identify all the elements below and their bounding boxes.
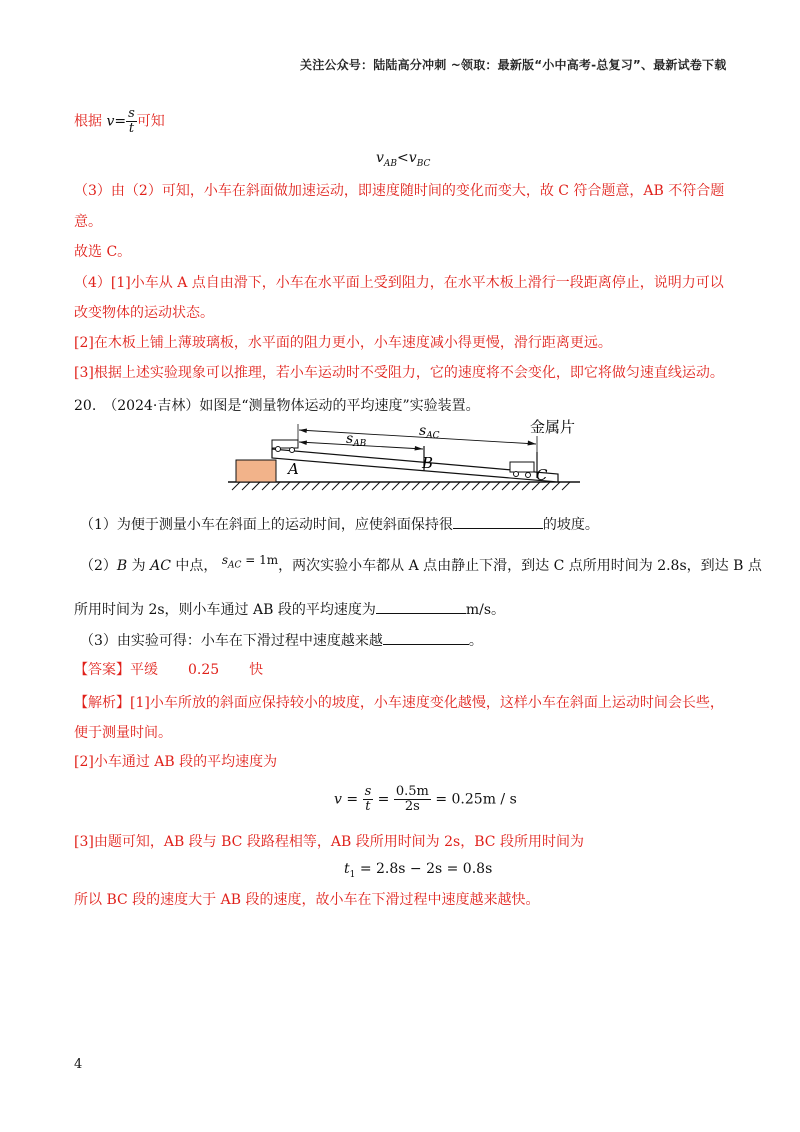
formula-line [74,107,165,136]
text: 所用时间为 2s，则小车通过 AB 段的平均速度为 [74,602,376,618]
answer-1: 平缓 [130,662,158,678]
operator: = [373,791,394,808]
answer-blank[interactable] [376,599,466,614]
paragraph: 改变物体的运动状态。 [74,305,214,321]
paragraph: （3）由（2）可知，小车在斜面做加速运动，即速度随时间的变化而变大，故 C 符合题意，AB 不符合题 [74,183,725,199]
denominator: t [365,799,371,814]
sab-arrowhead-right [415,446,424,451]
question-part-2-cont [74,599,505,620]
operator: = [341,791,363,808]
analysis-label: 【解析】 [74,695,130,711]
sab-arrowhead-left [299,441,307,446]
sac-label: $s_{AC}$ [419,423,440,441]
subscript: AC [228,560,242,571]
subscript: 1 [349,869,356,880]
answer-blank[interactable] [453,514,543,529]
point-a-label: A [288,460,299,478]
text: 。 [468,633,483,649]
equation-time [344,861,492,880]
question-part-2 [80,553,762,581]
equals: = [114,113,127,130]
result: = 2.8s − 2s = 0.8s [355,861,493,877]
question-stem: 20. （2024·吉林）如图是“测量物体运动的平均速度”实验装置。 [74,398,480,414]
text: 的坡度。 [542,517,599,533]
sab-label: $s_{AB}$ [346,431,367,449]
symbol: s [221,553,229,567]
subscript: AB [383,158,398,169]
page-number: 4 [74,1057,83,1072]
metal-plate-label: 金属片 [530,418,576,436]
text: 根据 [74,113,102,130]
sac-arrow [299,430,536,444]
answer-line [74,660,263,680]
numerator: s [364,784,372,799]
paragraph: 所以 BC 段的速度大于 AB 段的速度，故小车在下滑过程中速度越来越快。 [74,892,540,908]
denominator: t [128,121,135,136]
text: ，两次实验小车都从 A 点由静止下滑，到达 C 点所用时间为 2.8s，到达 B 点 [278,558,762,574]
page-header: 关注公众号：陆陆高分冲刺 ~领取：最新版“小中高考-总复习”、最新试卷下载 [300,58,727,72]
answer-3: 快 [249,662,264,678]
symbol: B [116,558,128,574]
sac-expression [221,553,279,571]
text: m/s。 [465,602,506,618]
denominator: 2s [404,799,420,814]
paragraph: 故选 C。 [74,244,132,260]
operator: < [397,150,409,166]
question-part-3 [80,630,483,651]
numerator: 0.5m [395,784,429,799]
symbol: v [376,150,384,166]
text: 中点， [170,558,218,574]
value: = 1m [241,553,279,567]
text: [1]小车所放的斜面应保持较小的坡度，小车速度变化越慢，这样小车在斜面上运动时间会长些， [130,695,724,711]
numerator: s [128,106,135,121]
inequality [376,150,430,169]
experiment-figure [228,418,580,496]
paragraph: （4）[1]小车从 A 点自由滑下，小车在水平面上受到阻力，在水平木板上滑行一段距离停止，说明力可以 [74,275,724,291]
text: 可知 [136,113,165,130]
fraction [363,785,374,814]
sac-arrowhead-right [528,441,537,446]
text: （3）由实验可得：小车在下滑过程中速度越来越 [80,633,383,649]
answer-label: 【答案】 [74,662,130,678]
text: （1）为便于测量小车在斜面上的运动时间，应使斜面保持很 [80,517,453,533]
symbol: v [334,791,342,808]
text: （2） [80,558,117,574]
symbol: t [344,861,350,877]
paragraph: 便于测量时间。 [74,725,172,741]
support-block [236,460,276,482]
paragraph: [2]小车通过 AB 段的平均速度为 [74,754,278,770]
symbol: v [408,150,417,166]
fraction [394,785,431,814]
result: = 0.25m / s [430,791,517,808]
paragraph: [2]在木板上铺上薄玻璃板，水平面的阻力更小，小车速度减小得更慢，滑行距离更远。 [74,335,612,351]
answer-blank[interactable] [383,630,469,645]
sac-arrowhead-left [299,429,307,434]
question-part-1 [80,514,599,535]
paragraph: 意。 [74,214,102,230]
paragraph: [3]由题可知，AB 段与 BC 段路程相等，AB 段所用时间为 2s，BC 段所用时间为 [74,834,584,850]
text: 为 [127,558,151,574]
point-b-label: B [422,454,434,472]
analysis-line [74,693,724,713]
velocity-symbol: v [106,113,115,130]
fraction [126,107,137,136]
point-c-label: C [536,466,548,484]
equation-average-speed [334,785,517,814]
subscript: BC [416,158,431,169]
ground-hatch [232,482,570,490]
answer-2: 0.25 [188,662,220,678]
symbol: AC [150,558,171,574]
paragraph: [3]根据上述实验现象可以推理，若小车运动时不受阻力，它的速度将不会变化，即它将做匀速直线运动。 [74,365,724,381]
